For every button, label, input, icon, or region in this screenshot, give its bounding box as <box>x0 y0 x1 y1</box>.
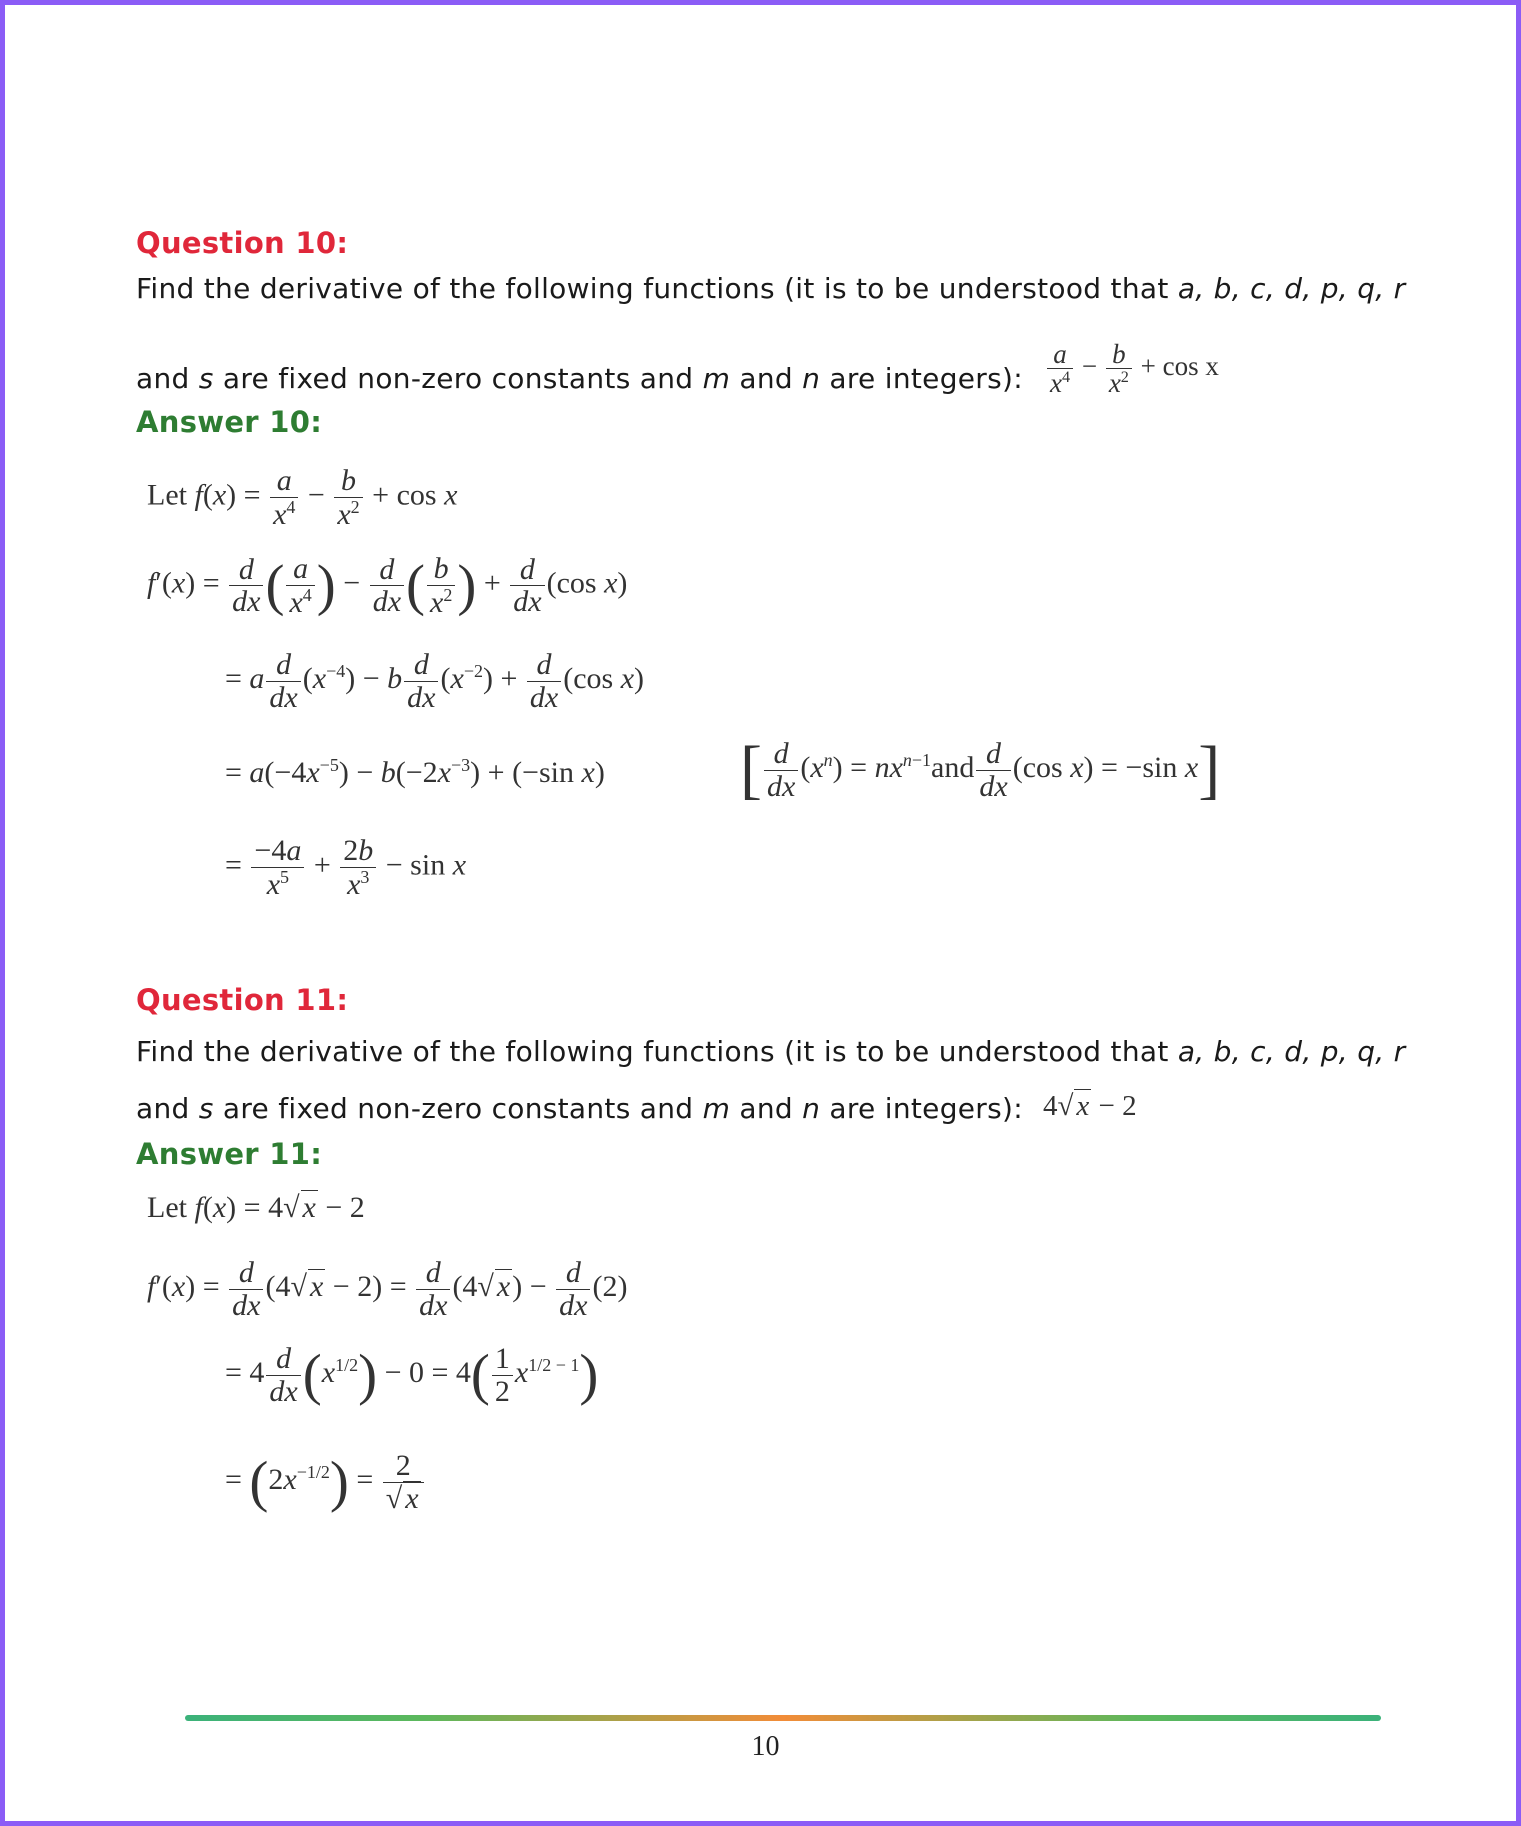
q11-var-s: s <box>198 1092 214 1125</box>
q11-text-part: and <box>136 1092 199 1125</box>
answer-11-line-3: = 4 $\frac{d}{dx}$ $(x^{1/2}) - 0 = 4$( $\frac{1}{2}$ $x^{1/2 - 1}$) <box>225 1342 599 1408</box>
page-number: 10 <box>751 1731 780 1762</box>
q10-text-part: Find the derivative of the following functions (it is to be understood that <box>136 272 1178 305</box>
q10-frac-a <box>1047 340 1073 398</box>
q10-frac-b <box>1106 340 1132 398</box>
q10-text-part: and <box>136 362 199 395</box>
q10-constants-list: a, b, c, d, p, q, r <box>1177 272 1406 305</box>
q10-var-m: m <box>702 362 731 395</box>
q11-var-n: n <box>802 1092 821 1125</box>
frac-den: x <box>1108 368 1121 399</box>
answer-10-rule-note: [ $\frac{d}{dx}$ $(x^n) = nx^{n-1}and$ $\frac{d}{dx}$ (cos x) = −sin x] <box>740 733 1221 806</box>
q11-text-part: Find the derivative of the following functions (it is to be understood that <box>136 1035 1178 1068</box>
q10-var-n: n <box>802 362 821 395</box>
answer-10-line-4: = $a(-4x^{-5}) - b(-2x^{-3}) + (-\sin$ x) <box>225 755 605 789</box>
frac-exp: 2 <box>1120 368 1129 387</box>
answer-10-line-2: f′(x) = $\frac{d}{dx}$ ( $\frac{a}{x^4}$ ) − $\frac{d}{dx}$ ( $\frac{b}{x^2}$ ) + $\frac{d}{dx}$ (cos x) <box>147 552 628 619</box>
question-10-text-line2 <box>136 362 1023 395</box>
footer-divider <box>185 1715 1381 1721</box>
answer-10-line-1: Let f(x) = $\frac{a}{x^4}$ − $\frac{b}{x^2}$ + cos x <box>147 464 458 531</box>
question-10-text-line1 <box>136 272 1405 305</box>
answer-11-line-1: Let f(x) = 4√ x − 2 <box>147 1191 365 1224</box>
question-10-heading: Question 10: <box>136 226 349 260</box>
answer-10-heading: Answer 10: <box>136 405 323 439</box>
q11-var-m: m <box>702 1092 731 1125</box>
answer-11-line-2: f′(x) = $\frac{d}{dx}$ (4√ x − 2) = $\frac{d}{dx}$ (4√ x) − $\frac{d}{dx}$ (2) <box>147 1256 628 1322</box>
q11-text-part: are fixed non-zero constants and <box>213 1092 703 1125</box>
frac-exp: 4 <box>1061 368 1071 387</box>
question-11-expression: 4√ x − 2 <box>1043 1090 1137 1122</box>
question-11-text-line1 <box>136 1035 1405 1068</box>
q10-expr-tail: + cos x <box>1140 351 1219 382</box>
q10-var-s: s <box>198 362 214 395</box>
frac-num: b <box>1112 339 1126 369</box>
answer-10-line-5: = $\frac{-4a}{x^5}$ + $\frac{2b}{x^3}$ − sin x <box>225 834 467 901</box>
frac-num: a <box>1053 339 1067 369</box>
answer-11-line-4: = $(2x^{-1/2})$ = $\frac{2}{√ x}$ <box>225 1450 426 1514</box>
q10-text-part: are integers): <box>820 362 1023 395</box>
q11-text-part: are integers): <box>820 1092 1023 1125</box>
frac-den: x <box>1050 368 1062 399</box>
question-10-expression: $\frac{a}{x^4}$ − $\frac{b}{x^2}$ + cos x <box>1045 340 1219 398</box>
q10-text-part: and <box>730 362 803 395</box>
q11-constants-list: a, b, c, d, p, q, r <box>1177 1035 1406 1068</box>
answer-10-line-3: = a $\frac{d}{dx}$ $(x^{-4}) - b$ $\frac{d}{dx}$ $(x^{-2})$ + $\frac{d}{dx}$ (cos x) <box>225 648 645 714</box>
q11-text-part: and <box>730 1092 803 1125</box>
q10-text-part: are fixed non-zero constants and <box>213 362 703 395</box>
answer-11-heading: Answer 11: <box>136 1137 323 1171</box>
question-11-text-line2 <box>136 1092 1023 1125</box>
question-11-heading: Question 11: <box>136 983 349 1017</box>
